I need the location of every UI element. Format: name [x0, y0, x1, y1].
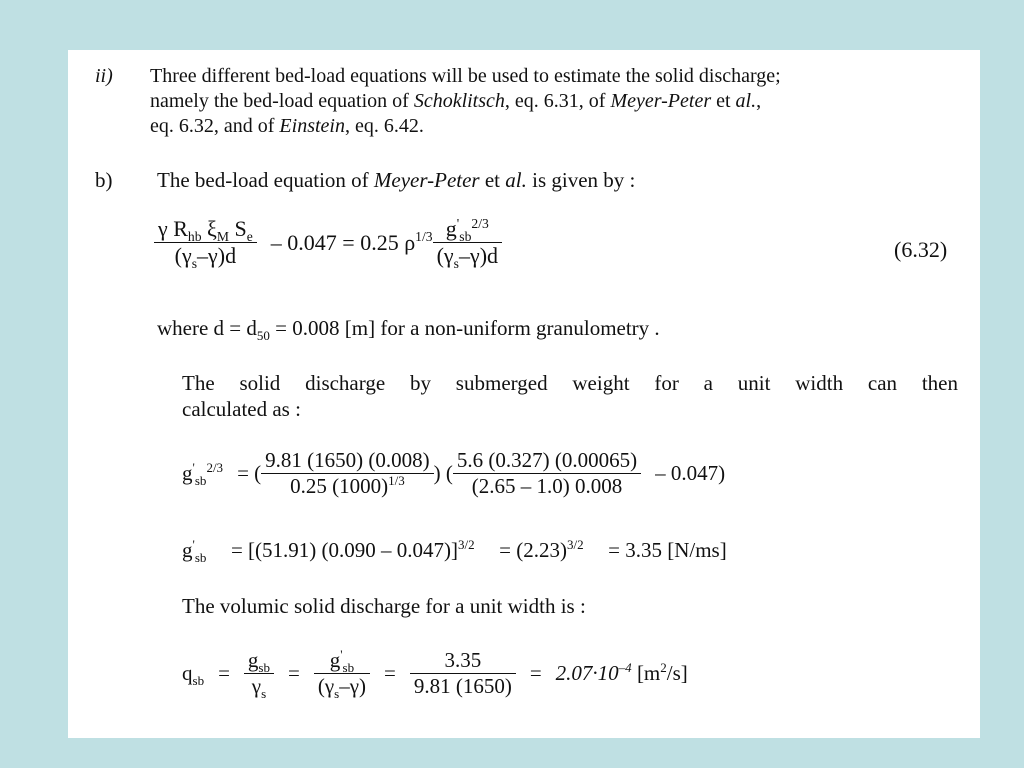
- calc3-fraction-1-denominator: $\gamma_s$: [251, 674, 267, 701]
- section-b-text: The bed-load equation of Meyer-Peter et al. is given by :: [157, 168, 636, 192]
- solid-discharge-text-line-2: calculated as :: [182, 397, 301, 421]
- section-marker-b: b): [95, 168, 113, 192]
- calc3-fraction-3-denominator: 9.81 (1650): [413, 674, 512, 698]
- equation-number-6-32: (6.32): [894, 237, 948, 262]
- section-marker-ii: ii): [95, 65, 113, 87]
- eq632-right-fraction: [433, 216, 502, 269]
- calc1-lhs: $g'_{sb}^{2/3}$: [182, 460, 224, 488]
- calculation-gsb: $g'_{sb} = [(51.91)$ $(0.090 - 0.047)]^{3/2} = (2.23)^{3/2} = 3.35$ [N/ms]: [182, 537, 727, 565]
- calc1-fraction-2: [453, 448, 641, 499]
- section-ii-line-3: eq. 6.32, and of Einstein, eq. 6.42.: [150, 115, 424, 137]
- calc1-mid: ) (: [433, 461, 453, 485]
- calc1-fraction-2-numerator: 5.6 (0.327) (0.00065): [453, 448, 641, 474]
- volumic-discharge-text: The volumic solid discharge for a unit width is :: [182, 594, 586, 618]
- calc1-fraction-1-numerator: 9.81 (1650) (0.008): [261, 448, 433, 474]
- calc3-equals-3: =: [383, 661, 396, 685]
- calc3-fraction-2: [314, 648, 370, 699]
- solid-discharge-text-line-1: The solid discharge by submerged weight for a unit width can then: [182, 371, 958, 395]
- calc3-lhs: $q_{sb}$: [182, 661, 205, 688]
- calc1-fraction-1: [261, 448, 433, 499]
- calc3-equals-2: =: [288, 661, 300, 685]
- eq632-middle: – 0.047 = 0.25 $\rho^{1/3}$: [270, 229, 433, 255]
- calc3-fraction-3: [410, 648, 516, 699]
- eq632-right-numerator: $g'_{sb}^{2/3}$: [433, 216, 502, 243]
- calc3-fraction-1-numerator: $g_{sb}$: [244, 648, 274, 674]
- calc3-equals-4: =: [529, 661, 542, 685]
- calc1-tail: – 0.047): [655, 461, 726, 485]
- calc1-equals-open: = (: [237, 461, 262, 485]
- section-ii-line-1: Three different bed-load equations will be used to estimate the solid discharge;: [150, 65, 781, 87]
- calc3-result: $2.07\cdot 10^{-4}$ $[m^2/s]$: [555, 660, 688, 685]
- eq632-right-denominator: $(\gamma_s-\gamma)d$: [436, 243, 499, 271]
- calc1-fraction-2-denominator: (2.65 – 1.0) 0.008: [471, 474, 623, 498]
- eq632-left-denominator: $(\gamma_s-\gamma)d$: [174, 243, 237, 271]
- calculation-gsb-2-3: [182, 448, 725, 499]
- calc3-fraction-2-numerator: $g'_{sb}$: [314, 648, 370, 674]
- calc3-fraction-3-numerator: 3.35: [410, 648, 516, 674]
- calc3-equals-1: =: [218, 661, 230, 685]
- calculation-qsb: [182, 648, 688, 699]
- calc1-fraction-1-denominator: 0.25 $(1000)^{1/3}$: [290, 473, 405, 498]
- document-page: [68, 50, 980, 738]
- eq632-left-fraction: [154, 216, 257, 269]
- calc3-fraction-1: [244, 648, 274, 699]
- eq632-left-numerator: γ $R_{hb}$ $\xi_M$ $S_e$: [154, 216, 257, 243]
- calc3-fraction-2-denominator: $(\gamma_s-\gamma)$: [317, 674, 366, 701]
- where-line: where $d = d_{50} = 0.008$ [m] for a non-uniform granulometry .: [157, 316, 660, 343]
- equation-6-32: [154, 216, 502, 269]
- section-ii-line-2: namely the bed-load equation of Schoklitsch, eq. 6.31, of Meyer-Peter et al.,: [150, 90, 762, 112]
